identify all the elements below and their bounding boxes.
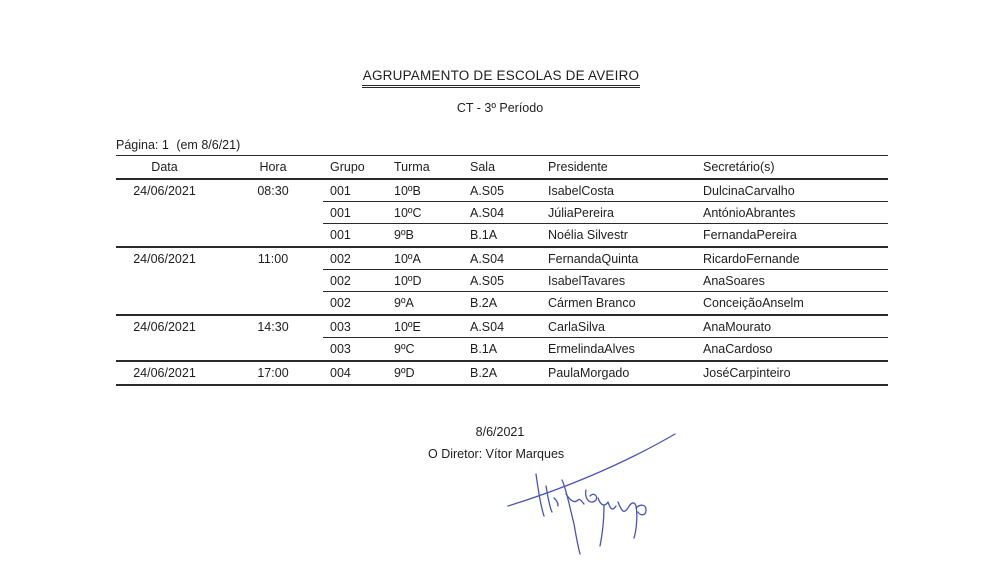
table-row	[116, 338, 888, 360]
signature-strokes	[508, 434, 675, 554]
page-number: Página: 1	[116, 138, 169, 152]
table-row	[116, 180, 888, 202]
cell-grupo: 001	[330, 184, 351, 198]
cell-presidente: JúliaPereira	[548, 206, 615, 220]
cell-presidente: ErmelindaAlves	[548, 342, 635, 356]
title-underline	[362, 87, 640, 88]
cell-secretario: DulcinaCarvalho	[703, 184, 795, 198]
table-row	[116, 224, 888, 246]
table-row	[116, 316, 888, 338]
cell-sala: A.S04	[470, 206, 505, 220]
cell-sala: A.S04	[470, 252, 505, 266]
cell-grupo: 001	[330, 228, 351, 242]
director-name: O Diretor: Vítor Marques	[428, 447, 565, 461]
session-group	[116, 248, 888, 316]
cell-presidente: IsabelTavares	[548, 274, 626, 288]
cell-secretario: JoséCarpinteiro	[703, 366, 791, 380]
document-subtitle: CT - 3º Período	[456, 101, 544, 115]
cell-turma: 9ºA	[394, 296, 414, 310]
cell-sala: B.1A	[470, 228, 498, 242]
cell-sala: B.1A	[470, 342, 498, 356]
cell-secretario: AnaCardoso	[703, 342, 773, 356]
cell-grupo: 003	[330, 320, 351, 334]
cell-secretario: AnaSoares	[703, 274, 765, 288]
column-header-secretario: Secretário(s)	[703, 160, 775, 174]
cell-turma: 9ºC	[394, 342, 415, 356]
cell-grupo: 002	[330, 296, 351, 310]
column-header-presidente: Presidente	[548, 160, 608, 174]
cell-grupo: 002	[330, 274, 351, 288]
cell-secretario: AnaMourato	[703, 320, 772, 334]
cell-secretario: RicardoFernande	[703, 252, 800, 266]
session-group	[116, 362, 888, 386]
cell-turma: 9ºD	[394, 366, 415, 380]
cell-presidente: PaulaMorgado	[548, 366, 630, 380]
column-header-sala: Sala	[470, 160, 496, 174]
cell-grupo: 003	[330, 342, 351, 356]
cell-turma: 9ºB	[394, 228, 414, 242]
session-group	[116, 316, 888, 362]
cell-secretario: AntónioAbrantes	[703, 206, 796, 220]
cell-turma: 10ºD	[394, 274, 422, 288]
schedule-table	[116, 155, 888, 386]
cell-hora: 11:00	[257, 252, 289, 266]
page-info	[116, 138, 244, 152]
cell-presidente: FernandaQuinta	[548, 252, 639, 266]
table-row	[116, 202, 888, 224]
cell-sala: B.2A	[470, 296, 498, 310]
table-row	[116, 248, 888, 270]
column-header-turma: Turma	[394, 160, 430, 174]
cell-presidente: CarlaSilva	[548, 320, 605, 334]
cell-grupo: 001	[330, 206, 351, 220]
table-header	[116, 156, 888, 180]
print-date: (em 8/6/21)	[176, 138, 241, 152]
cell-data: 24/06/2021	[133, 366, 196, 380]
table-row	[116, 270, 888, 292]
column-header-grupo: Grupo	[330, 160, 365, 174]
cell-turma: 10ºE	[394, 320, 421, 334]
cell-sala: A.S05	[470, 274, 505, 288]
document-title: AGRUPAMENTO DE ESCOLAS DE AVEIRO	[362, 68, 640, 86]
cell-secretario: FernandaPereira	[703, 228, 797, 242]
cell-turma: 10ºB	[394, 184, 421, 198]
cell-hora: 17:00	[257, 366, 289, 380]
table-row	[116, 292, 888, 314]
cell-hora: 08:30	[257, 184, 289, 198]
table-row	[116, 362, 888, 384]
cell-turma: 10ºA	[394, 252, 421, 266]
column-header-hora: Hora	[259, 160, 287, 174]
cell-data: 24/06/2021	[133, 320, 196, 334]
cell-grupo: 002	[330, 252, 351, 266]
column-header-data: Data	[151, 160, 178, 174]
cell-presidente: Noélia Silvestr	[548, 228, 628, 242]
cell-hora: 14:30	[257, 320, 289, 334]
signature-date: 8/6/2021	[475, 425, 525, 439]
handwritten-signature	[500, 428, 690, 563]
cell-presidente: Cármen Branco	[548, 296, 636, 310]
cell-presidente: IsabelCosta	[548, 184, 615, 198]
cell-data: 24/06/2021	[133, 184, 196, 198]
session-group	[116, 180, 888, 248]
cell-sala: A.S05	[470, 184, 505, 198]
cell-grupo: 004	[330, 366, 351, 380]
cell-sala: A.S04	[470, 320, 505, 334]
cell-data: 24/06/2021	[133, 252, 196, 266]
cell-turma: 10ºC	[394, 206, 422, 220]
cell-secretario: ConceiçãoAnselm	[703, 296, 804, 310]
cell-sala: B.2A	[470, 366, 498, 380]
